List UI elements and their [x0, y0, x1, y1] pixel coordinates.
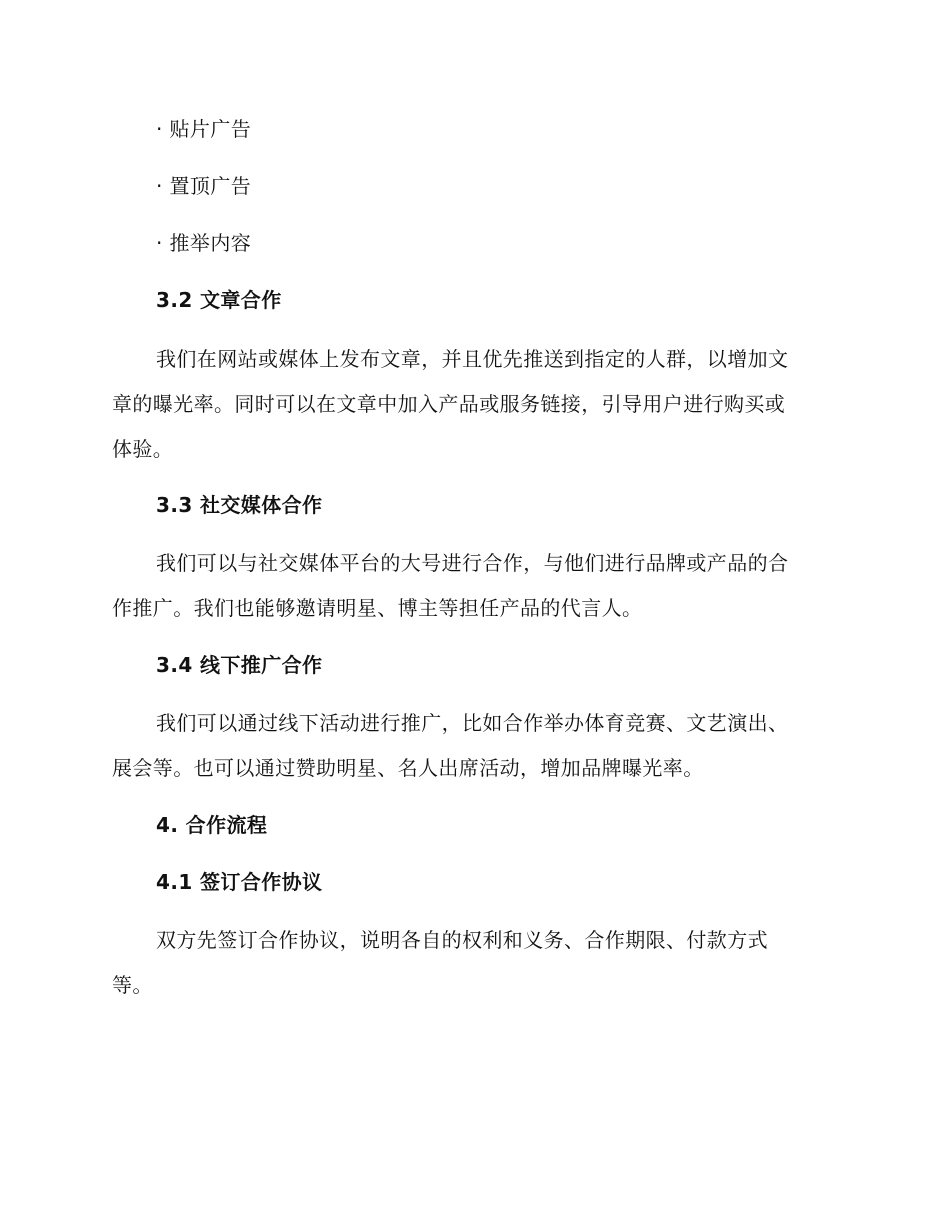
- bullet-item: · 置顶广告: [156, 174, 252, 198]
- paragraph-line: 章的曝光率。同时可以在文章中加入产品或服务链接，引导用户进行购买或: [112, 392, 786, 416]
- paragraph-line: 等。: [112, 973, 153, 997]
- section-heading: 3.2 文章合作: [156, 288, 282, 312]
- section-heading: 4. 合作流程: [156, 813, 268, 837]
- paragraph-line: 我们可以与社交媒体平台的大号进行合作，与他们进行品牌或产品的合: [156, 551, 789, 575]
- paragraph-line: 作推广。我们也能够邀请明星、博主等担任产品的代言人。: [112, 596, 643, 620]
- paragraph-line: 我们可以通过线下活动进行推广，比如合作举办体育竞赛、文艺演出、: [156, 711, 789, 735]
- section-heading: 4.1 签订合作协议: [156, 870, 323, 894]
- paragraph-line: 我们在网站或媒体上发布文章，并且优先推送到指定的人群，以增加文: [156, 347, 789, 371]
- section-heading: 3.3 社交媒体合作: [156, 493, 323, 517]
- paragraph-line: 体验。: [112, 437, 174, 461]
- paragraph-line: 展会等。也可以通过赞助明星、名人出席活动，增加品牌曝光率。: [112, 756, 704, 780]
- bullet-item: · 贴片广告: [156, 117, 252, 141]
- bullet-item: · 推举内容: [156, 231, 252, 255]
- section-heading: 3.4 线下推广合作: [156, 653, 323, 677]
- paragraph-line: 双方先签订合作协议，说明各自的权利和义务、合作期限、付款方式: [156, 928, 768, 952]
